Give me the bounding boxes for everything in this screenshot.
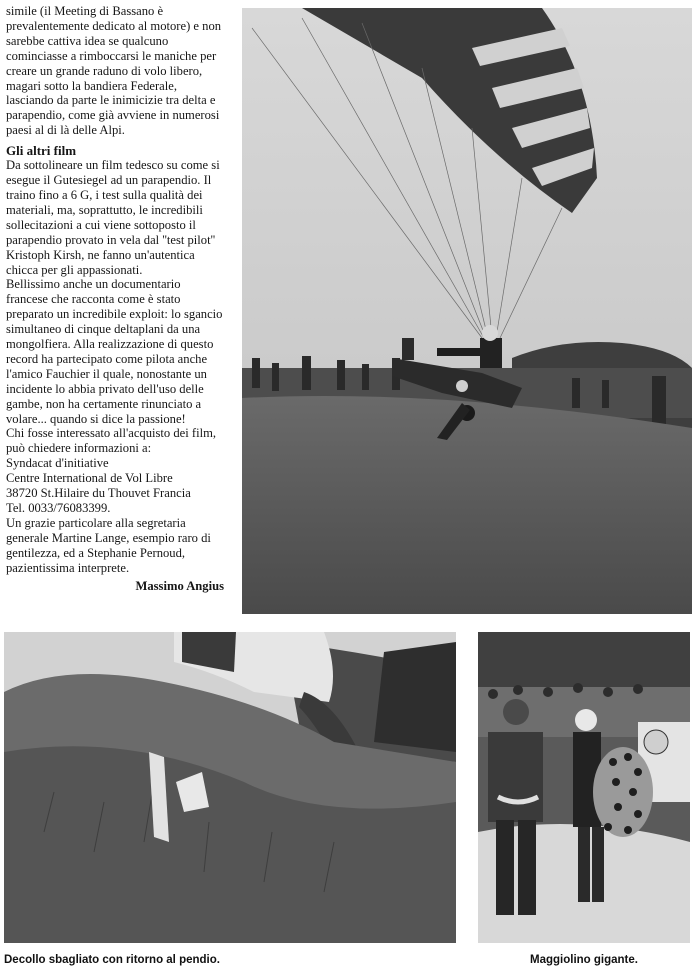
address-line: Tel. 0033/76083399.	[6, 501, 111, 515]
article-paragraph: Bellissimo anche un documentario francese che racconta come è stato preparato un incredibile exploit: lo sgancio simultaneo di cinque deltaplani da una mongolfiera. Alla realizzazione di questo record ha partecipato come pilota anche l'amico Fauchier il quale, nonostante un incidente lo abbia privato dell'uso delle gambe, non ha certamente rinunciato a volare... quando si dice la passione!	[6, 277, 223, 426]
photo-giant-ladybug-image	[478, 632, 690, 943]
section-heading: Gli altri film	[6, 143, 77, 159]
photo-giant-ladybug	[478, 632, 690, 943]
caption-giant-ladybug: Maggiolino gigante.	[530, 954, 638, 966]
author-signature: Massimo Angius	[135, 578, 224, 593]
article-paragraph: Chi fosse interessato all'acquisto dei film, può chiedere informazioni a:	[6, 426, 217, 456]
address-line: Syndacat d'initiative	[6, 456, 109, 471]
article-column	[6, 4, 224, 593]
caption-failed-takeoff: Decollo sbagliato con ritorno al pendio.	[4, 954, 220, 966]
article-paragraph: Un grazie particolare alla segretaria generale Martine Lange, esempio raro di gentilezza, ed a Stephanie Pernoud, pazientissima interprete.	[6, 515, 211, 575]
photo-paraglider-biplane	[242, 8, 692, 614]
photo-paraglider-biplane-image	[242, 8, 692, 614]
article-paragraph: Da sottolineare un film tedesco su come si esegue il Gutesiegel ad un parapendio. Il traino fino a 6 G, i test sulla qualità dei materiali, ma, soprattutto, le incredibili sollecitazioni a cui viene sottoposto il parapendio provato in vela dal ''test pilot'' Kristoph Kirsh, ne fanno un'autentica chicca per gli appassionati.	[6, 158, 220, 277]
photo-failed-takeoff-image	[4, 632, 456, 943]
address-line: 38720 St.Hilaire du Thouvet Francia	[6, 486, 191, 501]
address-line: Centre International de Vol Libre	[6, 471, 173, 486]
photo-failed-takeoff	[4, 632, 456, 943]
article-paragraph-intro: simile (il Meeting di Bassano è prevalentemente dedicato al motore) e non sarebbe cattiva idea se qualcuno cominciasse a rimboccarsi le maniche per creare un grande raduno di volo libero, magari sotto la bandiera Federale, lasciando da parte le inimicizie tra delta e parapendio, come già avviene in numerosi paesi al di là delle Alpi.	[6, 4, 222, 138]
